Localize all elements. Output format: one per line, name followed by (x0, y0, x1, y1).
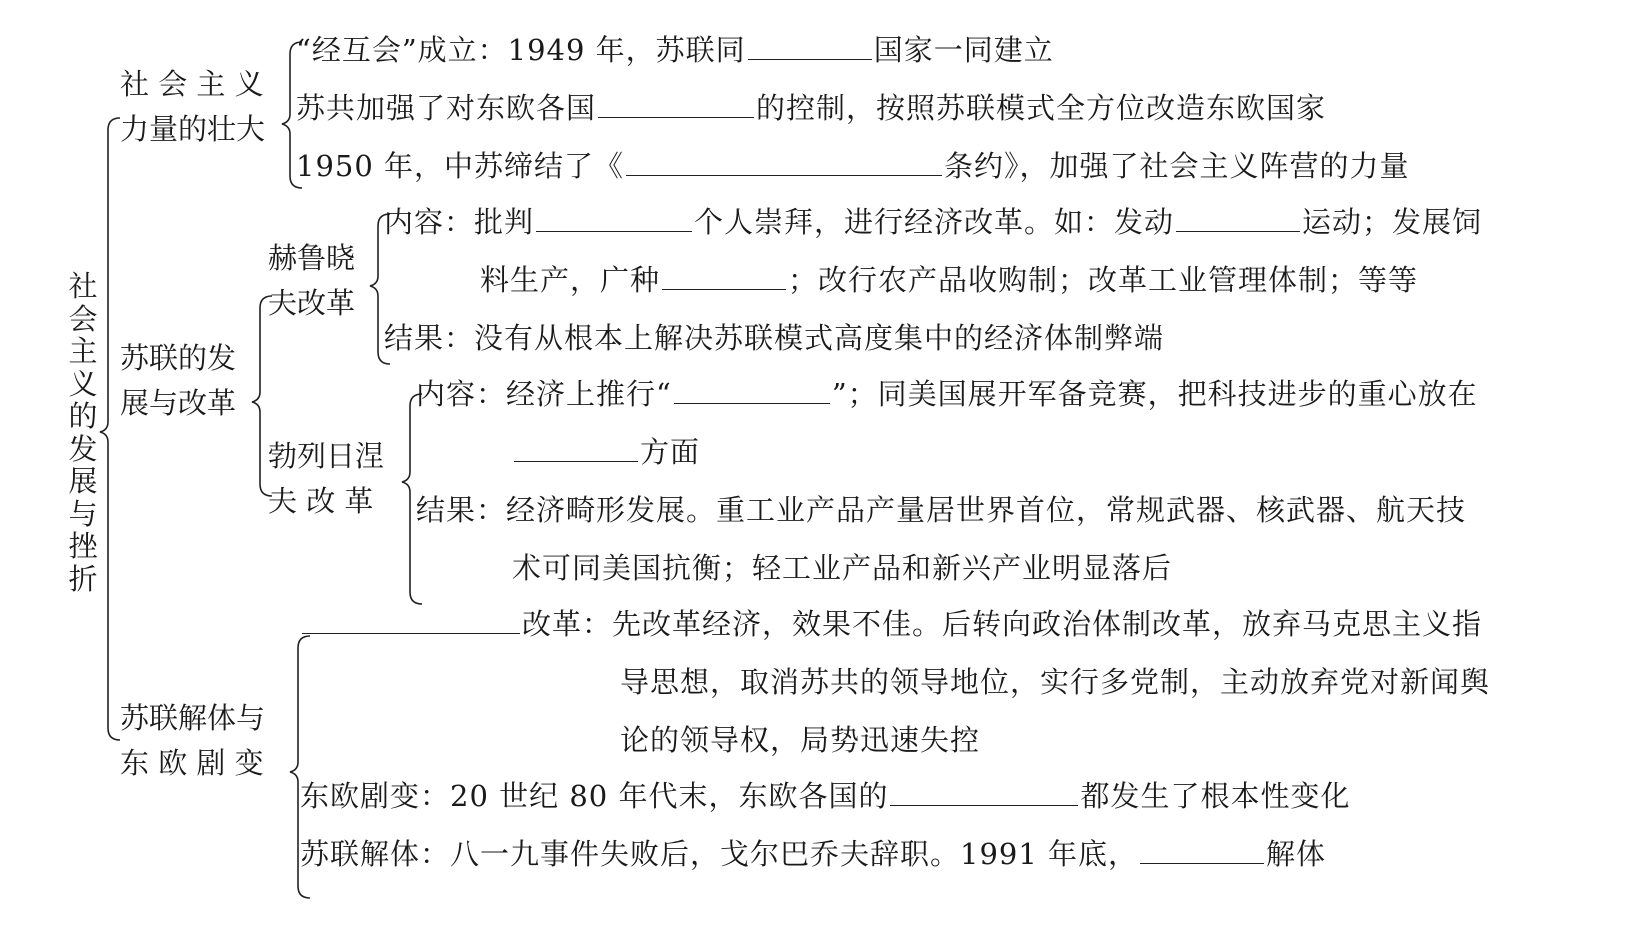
brezhnev-content-line2 (512, 436, 700, 468)
text: 苏联解体：八一九事件失败后，戈尔巴乔夫辞职。1991 年底， (300, 837, 1139, 871)
heading-line: 展与改革 (120, 386, 237, 420)
fill-blank[interactable] (748, 35, 872, 60)
text: 结果：没有从根本上解决苏联模式高度集中的经济体制弊端 (384, 321, 1165, 355)
s3-ussr-dissolution (300, 838, 1326, 870)
text: 内容：批判 (384, 205, 535, 239)
text: 国家一同建立 (873, 33, 1054, 67)
fill-blank[interactable] (674, 379, 830, 404)
text: 料生产，广种 (480, 263, 661, 297)
khrushchev-result (384, 322, 1164, 354)
s3-east-europe (300, 780, 1350, 812)
brezhnev-result-line2 (512, 552, 1172, 584)
title-char: 主 (68, 334, 98, 368)
s3-reform-line2 (620, 666, 1490, 698)
section3-heading (120, 696, 265, 786)
heading-line: 苏联解体与 (120, 701, 266, 735)
khrushchev-heading (268, 236, 355, 326)
title-char: 发 (68, 431, 98, 466)
text: 条约》，加强了社会主义阵营的力量 (944, 149, 1410, 183)
text: 结果：经济畸形发展。重工业产品产量居世界首位，常规武器、核武器、航天技 (416, 493, 1467, 527)
title-char: 展 (68, 464, 98, 498)
fill-blank[interactable] (302, 609, 520, 634)
heading-line: 夫改革 (268, 286, 356, 320)
text: 运动；发展饲 (1302, 205, 1483, 239)
heading-line: 勃列日涅 (268, 439, 385, 473)
section1-heading (120, 62, 265, 152)
text: ”；同美国展开军备竞赛，把科技进步的重心放在 (831, 377, 1478, 411)
text: 个人崇拜，进行经济改革。如：发动 (694, 205, 1175, 239)
brezhnev-content-line1 (416, 378, 1478, 410)
text: 方面 (640, 435, 701, 469)
title-char: 挫 (68, 529, 98, 563)
brezhnev-heading (268, 434, 384, 524)
heading-line: 苏联的发 (120, 341, 237, 375)
title-char: 义 (68, 366, 98, 401)
text: “经互会”成立：1949 年，苏联同 (296, 33, 746, 67)
text: 论的领导权，局势迅速失控 (620, 723, 981, 757)
fill-blank[interactable] (662, 265, 786, 290)
khrushchev-content-line1 (384, 206, 1482, 238)
title-char: 与 (68, 496, 98, 531)
text: 术可同美国抗衡；轻工业产品和新兴产业明显落后 (512, 551, 1173, 585)
text: 都发生了根本性变化 (1080, 779, 1351, 813)
heading-line: 夫 改 革 (268, 484, 374, 518)
fill-blank[interactable] (890, 781, 1078, 806)
fill-blank[interactable] (536, 207, 692, 232)
text: 1950 年，中苏缔结了《 (296, 149, 625, 183)
s3-reform-line1 (300, 608, 1482, 640)
title-char: 会 (68, 301, 98, 336)
text: ；改行农产品收购制；改革工业管理体制；等等 (788, 263, 1419, 297)
fill-blank[interactable] (1176, 207, 1300, 232)
brezhnev-result-line1 (416, 494, 1466, 526)
s1-line3 (296, 150, 1410, 182)
heading-line: 赫鲁晓 (268, 241, 356, 275)
s1-line1 (296, 34, 1054, 66)
text: 苏共加强了对东欧各国 (296, 91, 597, 125)
title-char: 的 (68, 399, 98, 433)
heading-line: 力量的壮大 (120, 112, 266, 146)
text: 改革：先改革经济，效果不佳。后转向政治体制改革，放弃马克思主义指 (522, 607, 1483, 641)
text: 导思想，取消苏共的领导地位，实行多党制，主动放弃党对新闻舆 (620, 665, 1491, 699)
fill-blank[interactable] (1140, 839, 1264, 864)
text: 东欧剧变：20 世纪 80 年代末，东欧各国的 (300, 779, 889, 813)
fill-blank[interactable] (626, 151, 942, 176)
title-char: 折 (68, 561, 98, 596)
text: 的控制，按照苏联模式全方位改造东欧国家 (756, 91, 1327, 125)
text: 解体 (1266, 837, 1327, 871)
heading-line: 社 会 主 义 (120, 67, 264, 101)
main-title-vertical (66, 270, 100, 595)
s3-reform-line3 (620, 724, 980, 756)
title-char: 社 (68, 269, 98, 303)
s1-line2 (296, 92, 1326, 124)
heading-line: 东 欧 剧 变 (120, 746, 264, 780)
fill-blank[interactable] (514, 437, 638, 462)
khrushchev-content-line2 (480, 264, 1418, 296)
fill-blank[interactable] (598, 93, 754, 118)
text: 内容：经济上推行“ (416, 377, 672, 411)
section2-heading (120, 336, 236, 426)
